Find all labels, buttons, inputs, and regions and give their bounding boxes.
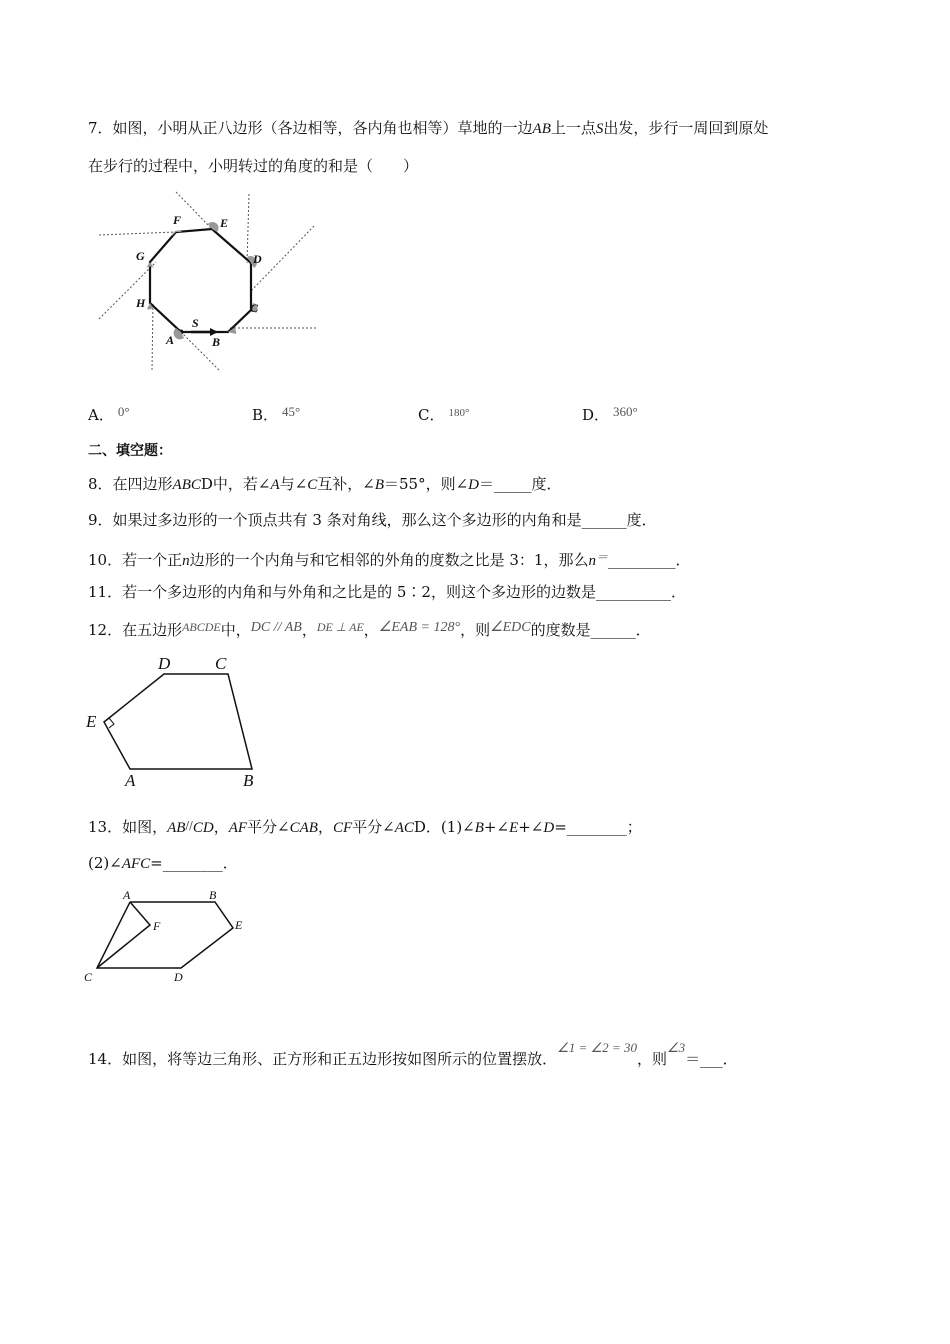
- option-letter: A．: [88, 406, 114, 424]
- q9: 9．如果过多边形的一个顶点共有 3 条对角线，那么这个多边形的内角和是______度．: [88, 511, 657, 529]
- q12-text-c: ，: [301, 621, 317, 639]
- option-letter: D．: [582, 406, 610, 424]
- q8-text-f: ＝_____度．: [479, 475, 562, 493]
- q13-label-c: C: [84, 970, 93, 984]
- q7-option-a[interactable]: [88, 404, 130, 425]
- q7-option-b[interactable]: [252, 404, 300, 425]
- q12: [88, 617, 651, 640]
- q13-afc: AFC: [121, 856, 151, 872]
- q8-d: D: [468, 477, 480, 493]
- q7-line2: 在步行的过程中，小明转过的角度的和是（ ）: [88, 157, 419, 175]
- q13-label-a: A: [123, 888, 131, 902]
- q13-d: D: [543, 820, 555, 836]
- q11: 11．若一个多边形的内角和与外角和之比是的 5∶2，则这个多边形的边数是__________．: [88, 583, 686, 601]
- q13-figure: [84, 886, 264, 986]
- q13-label-d: D: [174, 970, 183, 984]
- q8: [88, 474, 562, 495]
- q12-label-a: A: [125, 771, 136, 790]
- q8-text: 8．在四边形: [88, 475, 173, 493]
- q7-label-s: S: [192, 316, 199, 330]
- q7-ab: AB: [532, 121, 551, 137]
- q7-label-f: F: [173, 213, 182, 227]
- q13-cd: CD: [192, 820, 214, 836]
- q8-text-e: ＝55°，则∠: [384, 475, 469, 493]
- q12-pentagon-figure: [80, 652, 270, 790]
- q10: [88, 547, 690, 571]
- q12-label-c: C: [215, 654, 227, 673]
- q13-text-g: +∠: [483, 818, 510, 836]
- q7-label-c: C: [250, 301, 259, 315]
- q12-label-b: B: [243, 771, 254, 790]
- q10-n2: n: [588, 553, 596, 569]
- q13-b: B: [474, 820, 484, 836]
- q13-text-b: ，: [213, 818, 229, 836]
- q8-text-d: 互补，∠: [317, 475, 375, 493]
- q8-d-plain: D: [200, 475, 213, 493]
- q13-text-h: +∠: [518, 818, 544, 836]
- q7-s: S: [595, 121, 604, 137]
- q12-label-e: E: [86, 712, 97, 731]
- q10-n: n: [182, 553, 190, 569]
- q13-ab: AB: [167, 820, 186, 836]
- q12-text-b: 中，: [220, 621, 251, 639]
- q12-text-f: 的度数是______．: [530, 621, 651, 639]
- q14-math-2: ∠3: [666, 1040, 686, 1055]
- option-value: 180°: [448, 407, 470, 419]
- q12-math-1: ABCDE: [182, 620, 221, 634]
- q13-line2-blank: =________．: [150, 854, 238, 872]
- q12-label-d: D: [158, 654, 171, 673]
- q8-c: C: [307, 477, 318, 493]
- q10-text: 10．若一个正: [88, 551, 183, 569]
- q13-text-i: =________；: [554, 818, 642, 836]
- q7-label-e: E: [220, 216, 229, 230]
- q13-e: E: [509, 820, 519, 836]
- q13-ac: AC: [394, 820, 414, 836]
- q12-text-e: ，则: [460, 621, 491, 639]
- q7-label-a: A: [166, 333, 175, 347]
- q12-math-4: ∠EAB = 128°: [378, 620, 461, 635]
- q7-line1: [88, 118, 768, 139]
- q12-math-5: ∠EDC: [490, 620, 531, 635]
- q7-text-b: 上一点: [550, 119, 596, 137]
- q7-label-h: H: [136, 296, 146, 310]
- q12-text: 12．在五边形: [88, 621, 183, 639]
- q8-abc: ABC: [172, 477, 201, 493]
- q13-label-e: E: [235, 918, 243, 932]
- q13-text-c: 平分∠: [247, 818, 290, 836]
- option-value: 0°: [117, 404, 130, 419]
- q7-text-c: 出发，步行一周回到原处: [603, 119, 769, 137]
- q10-text-b: 边形的一个内角与和它相邻的外角的度数之比是 3：1，那么: [189, 551, 589, 569]
- q13-af: AF: [228, 820, 248, 836]
- q13-line2-text: (2)∠: [88, 854, 122, 872]
- option-value: 360°: [613, 404, 638, 419]
- q7-text: 7．如图，小明从正八边形（各边相等，各内角也相等）草地的一边: [88, 119, 533, 137]
- q13-text-f: ．(1)∠: [425, 818, 475, 836]
- q12-math-2: DC // AB: [250, 620, 302, 635]
- q8-b: B: [374, 477, 385, 493]
- q14-text-b: ，则: [636, 1050, 667, 1068]
- q8-text-c: 与∠: [279, 475, 308, 493]
- q7-label-d: D: [253, 252, 262, 266]
- q8-a: A: [270, 477, 280, 493]
- q13-text-d: ，: [317, 818, 333, 836]
- option-value: 45°: [282, 404, 301, 419]
- q13-d-plain: D: [413, 818, 426, 836]
- q7-label-b: B: [212, 335, 221, 349]
- option-letter: B．: [252, 406, 279, 424]
- q10-eq: ＝: [595, 550, 608, 564]
- q13-cab: CAB: [289, 820, 318, 836]
- q13-text: 13．如图，: [88, 818, 168, 836]
- q14: [88, 1038, 738, 1069]
- q14-text: 14．如图，将等边三角形、正方形和正五边形按如图所示的位置摆放．: [88, 1050, 558, 1068]
- q8-text-b: 中，若∠: [212, 475, 271, 493]
- q12-text-d: ，: [363, 621, 379, 639]
- q12-math-3: DE ⊥ AE: [316, 620, 364, 634]
- q13-label-f: F: [153, 919, 161, 933]
- q10-blank: _________．: [607, 551, 691, 569]
- q13-cf: CF: [332, 820, 353, 836]
- q14-math-1: ∠1 = ∠2 = 30: [557, 1040, 637, 1055]
- section-heading: 二、填空题：: [88, 443, 172, 459]
- q13-parallel: //: [185, 819, 193, 832]
- q7-octagon-figure: [96, 188, 326, 373]
- option-letter: C．: [418, 406, 445, 424]
- q13-line1: [88, 816, 642, 838]
- q13-line2: [88, 853, 238, 874]
- q13-label-b: B: [209, 888, 217, 902]
- q7-option-c[interactable]: [418, 404, 469, 425]
- q13-text-e: 平分∠: [352, 818, 395, 836]
- q7-label-g: G: [136, 249, 145, 263]
- q7-option-d[interactable]: [582, 404, 638, 425]
- q14-text-c: ＝___．: [685, 1050, 738, 1068]
